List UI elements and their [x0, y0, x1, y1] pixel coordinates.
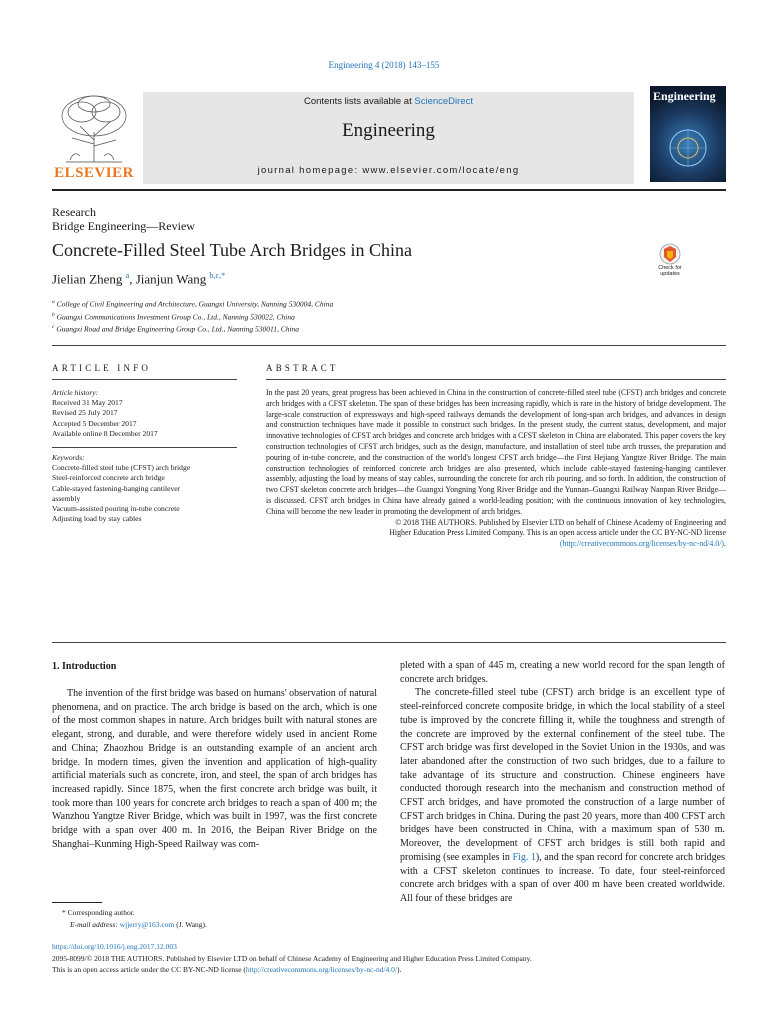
- article-info: [52, 388, 237, 524]
- keyword: Steel-reinforced concrete arch bridge: [52, 473, 165, 483]
- elsevier-wordmark: ELSEVIER: [54, 165, 134, 181]
- history-item: Available online 8 December 2017: [52, 428, 158, 438]
- keyword: Concrete-filled steel tube (CFST) arch bridge: [52, 463, 191, 473]
- author-name: Jianjun Wang: [135, 271, 207, 287]
- email-label: E-mail address:: [70, 920, 120, 929]
- history-item: Received 31 May 2017: [52, 398, 123, 408]
- contents-prefix: Contents lists available at: [304, 96, 415, 107]
- history-item: Revised 25 July 2017: [52, 408, 118, 418]
- affiliation: $^b$ Guangxi Communications Investment Group Co., Ltd., Nanning 530022, China: [52, 311, 295, 321]
- cover-graphic-icon: [664, 124, 712, 172]
- affiliation: $^a$ College of Civil Engineering and Architecture, Guangxi University, Nanning 530004, China: [52, 299, 334, 309]
- cover-title: Engineering: [653, 89, 716, 103]
- keyword: assembly: [52, 493, 81, 503]
- footer-copyright: 2095-8099/© 2018 THE AUTHORS. Published by Elsevier LTD on behalf of Chinese Academy of Engineering and Higher Education Press Limited Company.: [52, 953, 532, 963]
- article-info-heading: ARTICLE INFO: [52, 363, 152, 373]
- keyword: Cable-stayed fastening-hanging cantilever: [52, 483, 181, 493]
- contents-line: [143, 96, 634, 107]
- affiliation-rule: [52, 345, 726, 346]
- check-updates-icon: [652, 243, 688, 265]
- journal-citation[interactable]: Engineering 4 (2018) 143–155: [328, 60, 440, 70]
- section-heading: 1. Introduction: [52, 661, 117, 672]
- article-section: [52, 205, 195, 233]
- footer-license-link[interactable]: http://creativecommons.org/licenses/by-nc-nd/4.0/: [245, 965, 397, 974]
- section-type: Research: [52, 205, 96, 219]
- email-link[interactable]: wjjerry@163.com: [119, 920, 175, 929]
- body-paragraph: pleted with a span of 445 m, creating a new world record for the span length of concrete arch bridges.: [400, 660, 725, 685]
- check-for-updates-badge[interactable]: [652, 243, 688, 281]
- article-info-rule: [52, 379, 237, 380]
- elsevier-logo: [52, 92, 136, 184]
- abstract-text: In the past 20 years, great progress has been achieved in China in the construction of concrete-filled steel tube (CFST) arch bridges and concrete arch bridges with a CFST skeleton. The span of these bridges has been increasing rapidly, which is rare in the history of bridge development. The large-scale construction of expressways and high-speed railways demands the development of long-span arch bridges, and advances in design and construction techniques have made it possible to construct such bridges. In the present study, the current status, development, and major innovative technologies of CFST arch bridges and concrete arch bridges with a CFST skeleton in China are elaborated. This paper covers the key construction technologies of CFST arch bridges, such as the design, manufacture, and installation of steel tube arch trusses, the preparation and pouring of in-tube concrete, and the construction of the world's longest CFST arch bridge—the First Hejiang Yangtze River Bridge. The main construction technologies of reinforced concrete arch bridges are also presented, which include cable-stayed fastening-hanging cantilever assembly, adjusting the load by means of stay cables, surrounding the concrete for arch rib pouring, and so forth. In addition, the construction of two CFST skeleton concrete arch bridges—the Guangxi Yongning Yong River Bridge and the Yunnan–Guangxi Railway Nanpan River Bridge—is discussed. CFST arch bridges in China have already gained a world-leading position; with the continuous innovation of key technologies, China will become the new leader in promoting the development of arch bridges.: [266, 388, 726, 516]
- history-item: Accepted 5 December 2017: [52, 418, 137, 428]
- keyword: Adjusting load by stay cables: [52, 514, 142, 524]
- journal-title: Engineering: [342, 120, 435, 141]
- section-subtype: Bridge Engineering—Review: [52, 219, 195, 233]
- journal-masthead: [143, 92, 634, 184]
- affiliation: $^c$ Guangxi Road and Bridge Engineering Group Co., Ltd., Nanning 530011, China: [52, 324, 300, 334]
- header-rule: [52, 189, 726, 191]
- page-footer: https://doi.org/10.1016/j.eng.2017.12.003 2095-8099/© 2018 THE AUTHORS. Published by Elsevier LTD on behalf of Chinese Academy of Engineering and Higher Education Press Limited Company. This is an open access article under the CC BY-NC-ND license (http://creativecommons.org/licenses/by-nc-nd/4.0/).: [52, 942, 532, 974]
- copyright-notice: © 2018 THE AUTHORS. Published by Elsevier LTD on behalf of Chinese Academy of Engineering and Higher Education Press Limited Company. This is an open access article under the CC BY-NC-ND license (http://creativecommons.org/licenses/by-nc-nd/4.0/).: [266, 518, 726, 550]
- article-title: Concrete-Filled Steel Tube Arch Bridges in China: [52, 240, 412, 260]
- keywords-rule: [52, 447, 237, 448]
- doi-link[interactable]: https://doi.org/10.1016/j.eng.2017.12.003: [52, 942, 177, 951]
- license-link[interactable]: (http://creativecommons.org/licenses/by-nc-nd/4.0/): [559, 539, 725, 549]
- corresponding-author: * Corresponding author.: [62, 908, 135, 917]
- keyword: Vacuum-assisted pouring in-tube concrete: [52, 504, 180, 514]
- left-column: [52, 687, 377, 851]
- abstract-heading: ABSTRACT: [266, 363, 339, 373]
- footnote-rule: [52, 902, 102, 903]
- abstract-body: [266, 388, 726, 550]
- body-paragraph: The concrete-filled steel tube (CFST) arch bridge is an excellent type of steel-reinforced concrete composite bridge, in which the local stability of a steel tube is improved by the concrete filling it, while the toughness and strength of the concrete are improved by the external confinement of the steel tube. The CFST arch bridge was first developed in the Soviet Union in the 1930s, and was later abandoned after the construction of two such bridges, due to a failure to take advantage of its structure and construction. Chinese engineers have conducted thorough research into the mechanism and construction method of CFST arch bridges, and have promoted the construction of a large number of CFST arch bridges in China. During the past 20 years, more than 400 CFST arch bridges have been constructed in China, with a maximum span of 530 m. Moreover, the development of CFST arch bridges is still both rapid and promising (see examples in Fig. 1), and the span record for concrete arch bridges with a CFST skeleton continues to increase. To date, four steel-reinforced concrete arch bridges with a span of over 400 m have been created worldwide. All four of these bridges are: [400, 687, 725, 904]
- journal-cover: [650, 86, 726, 182]
- author-affiliation-ref[interactable]: b,c,*: [209, 271, 226, 280]
- body-paragraph: The invention of the first bridge was based on humans' observation of natural phenomena, and on practice. The arch bridge is based on the arch, which is one of the most common shapes in nature. Arch bridges built with natural stones are elegant, strong, and durable, and were therefore widely used in ancient Rome and China; Zhaozhou Bridge is an outstanding example of an ancient arch bridge. In modern times, given the invention and application of high-quality artificial materials such as concrete, iron, and steel, the span of arch bridges has increased rapidly. Since 1875, when the first concrete arch bridge was built, it took more than 100 years for concrete arch bridges to reach a span of 400 m; the Wanzhou Yangtze River Bridge, which was built in 1997, was the first concrete bridge with a span over 400 m. In 2016, the Beipan River Bridge on the Shanghai–Kunming High-Speed Railway was com-: [52, 688, 377, 850]
- author-name: Jielian Zheng: [52, 271, 123, 287]
- copyright-line: © 2018 THE AUTHORS. Published by Elsevier LTD on behalf of Chinese Academy of Engineering and: [395, 517, 726, 527]
- figure-link[interactable]: Fig. 1: [512, 851, 536, 863]
- right-column: [400, 659, 725, 906]
- sciencedirect-link[interactable]: ScienceDirect: [414, 96, 473, 107]
- author-affiliation-ref[interactable]: a: [125, 271, 130, 280]
- footnote: * Corresponding author. E-mail address: wjjerry@163.com (J. Wang).: [52, 907, 207, 931]
- elsevier-tree-icon: [52, 92, 136, 164]
- abstract-rule: [266, 379, 726, 380]
- history-label: Article history:: [52, 388, 99, 397]
- copyright-line: Higher Education Press Limited Company. This is an open access article under the CC BY-NC-ND license: [389, 528, 726, 538]
- affiliations: [52, 297, 333, 335]
- keywords-label: Keywords:: [52, 453, 85, 463]
- check-updates-label: Check for updates: [658, 265, 682, 277]
- abstract-bottom-rule: [52, 642, 726, 643]
- journal-homepage[interactable]: journal homepage: www.elsevier.com/locate/eng: [257, 165, 520, 176]
- author-list: Jielian Zheng $^a$, Jianjun Wang $^{b,c,*}$: [52, 271, 226, 287]
